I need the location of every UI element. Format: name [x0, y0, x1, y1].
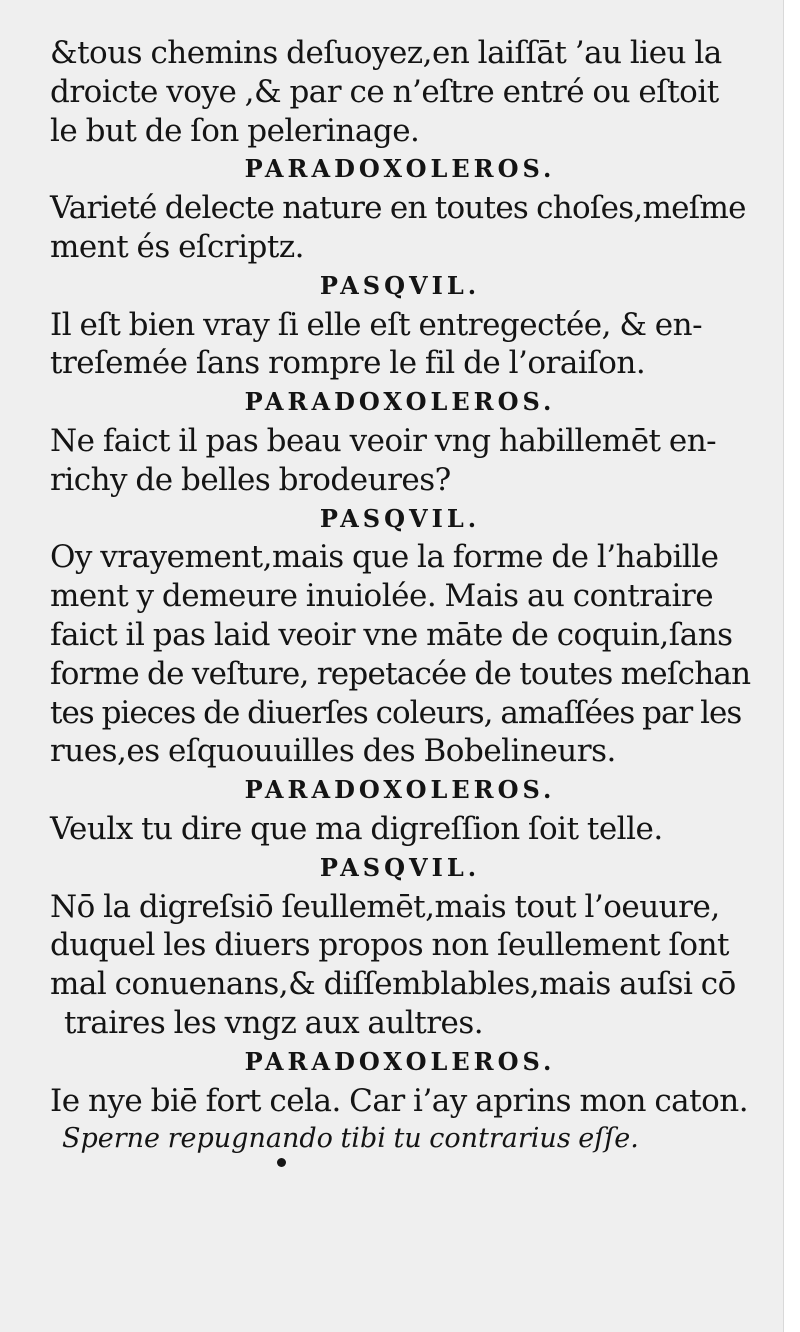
text-line: duquel les diuers propos non ſeullement ſont: [50, 927, 729, 964]
speaker-heading-paradoxoleros: PARADOXOLEROS.: [244, 154, 556, 184]
text-line: ment y demeure inuiolée. Mais au contraire: [50, 578, 714, 615]
text-line: le but de ſon pelerinage.: [50, 112, 420, 149]
text-line: ment és eſcriptz.: [50, 228, 305, 265]
text-line: Nō la digreſsiō ſeullemēt,mais tout l’oeuure,: [50, 888, 720, 925]
ink-blot: [277, 1158, 286, 1167]
text-line: droicte voye ,& par ce n’eſtre entré ou eſtoit: [50, 73, 719, 110]
text-line: Veulx tu dire que ma digreſſion ſoit telle.: [50, 810, 663, 847]
text-line: treſemée ſans rompre le fil de l’oraiſon.: [50, 345, 646, 382]
text-line: richy de belles brodeures?: [50, 461, 451, 498]
text-line: &tous chemins deſuoyez,en laiſſāt ’au lieu la: [50, 35, 722, 71]
text-line: Il eſt bien vray ſi elle eſt entregectée, & en-: [50, 306, 703, 343]
speaker-heading-pasquil: PASQVIL.: [319, 852, 481, 882]
text-line: forme de veſture, repetacée de toutes meſchan: [50, 655, 751, 692]
speaker-heading-paradoxoleros: PARADOXOLEROS.: [244, 387, 556, 417]
latin-quotation: Sperne repugnando tibi tu contrarius eſſe.: [62, 1123, 639, 1155]
page-text: [50, 34, 750, 1159]
text-line: Oy vrayement,mais que la forme de l’habille: [50, 539, 719, 576]
text-line: Varieté delecte nature en toutes choſes,meſme: [50, 190, 746, 227]
speaker-heading-pasquil: PASQVIL.: [319, 270, 481, 300]
speaker-heading-paradoxoleros: PARADOXOLEROS.: [244, 775, 556, 805]
page-margin: [784, 0, 800, 1332]
text-line: Ie nye biē fort cela. Car i’ay aprins mon caton.: [50, 1082, 749, 1119]
text-line: tes pieces de diuerſes coleurs, amaſſées par les: [50, 694, 742, 731]
speaker-heading-pasquil: PASQVIL.: [319, 503, 481, 533]
text-line: rues,es eſquouuilles des Bobelineurs.: [50, 733, 616, 770]
text-line: traires les vngz aux aultres.: [64, 1004, 484, 1041]
text-line: Ne faict il pas beau veoir vng habillemēt en-: [50, 422, 717, 459]
text-line: mal conuenans,& diſſemblables,mais auſsi cō: [50, 966, 736, 1003]
speaker-heading-paradoxoleros: PARADOXOLEROS.: [244, 1046, 556, 1076]
text-line: faict il pas laid veoir vne māte de coquin,ſans: [50, 616, 733, 653]
